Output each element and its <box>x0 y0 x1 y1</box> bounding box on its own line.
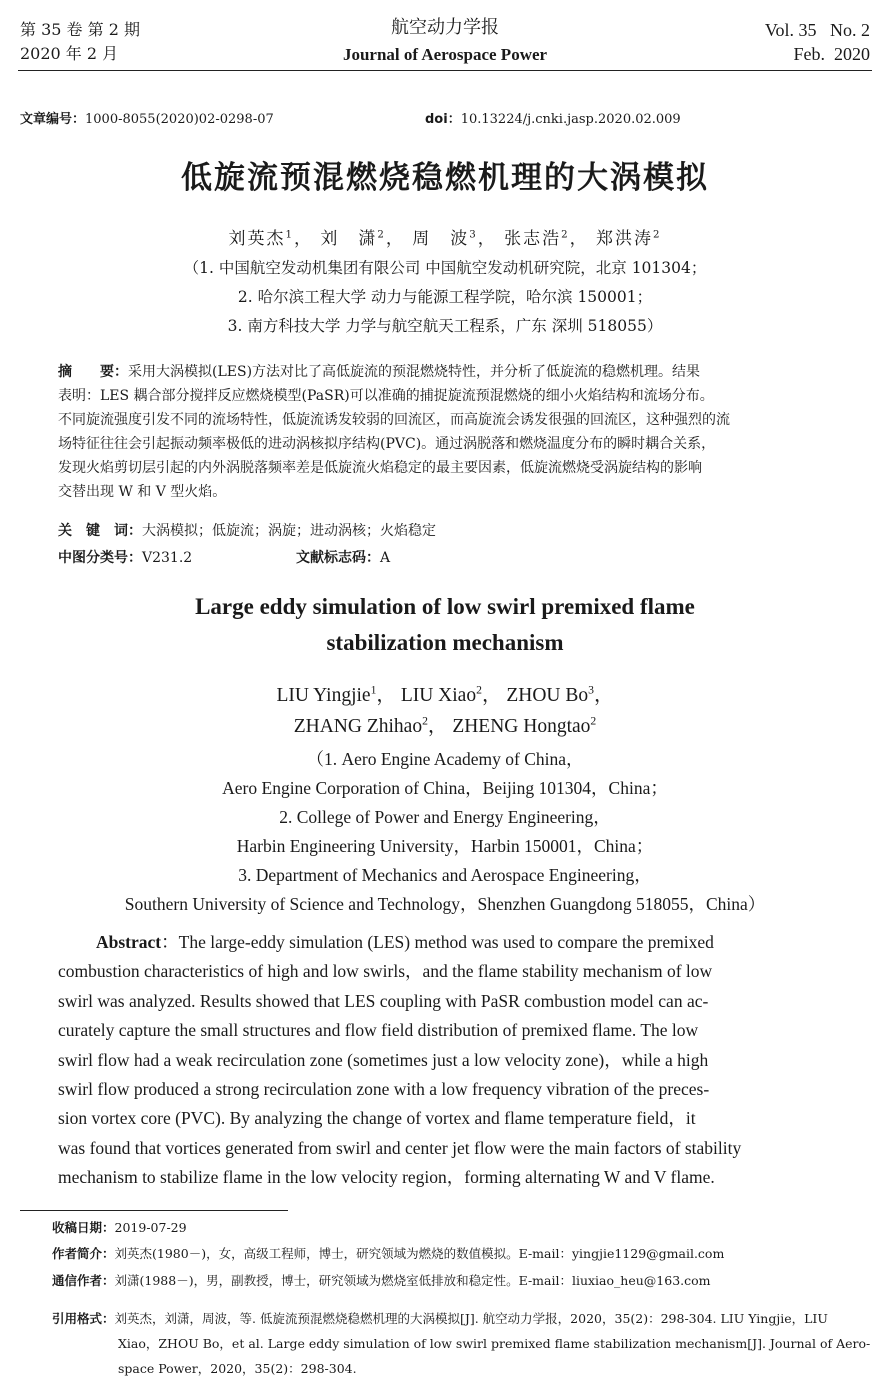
citation-line2: Xiao，ZHOU Bo，et al. Large eddy simulation of low swirl premixed flame stabilization mechanism[J]. Journal of Aero- <box>118 1336 871 1351</box>
author-bio: 作者简介：刘英杰(1980－)，女，高级工程师，博士，研究领域为燃烧的数值模拟。E-mail：yingjie1129@gmail.com <box>52 1246 725 1261</box>
header-month-year: Feb. 2020 <box>793 44 870 64</box>
title-cn: 低旋流预混燃烧稳燃机理的大涡模拟 <box>181 160 709 196</box>
abstract-cn-label: 摘 要： <box>58 364 128 380</box>
doi: doi：10.13224/j.cnki.jasp.2020.02.009 <box>425 112 681 127</box>
authors-en-line1: LIU Yingjie$^1$， LIU Xiao$^2$， ZHOU Bo$^3$， <box>276 683 614 706</box>
header-rule <box>18 70 872 71</box>
title-en-line1: Large eddy simulation of low swirl premixed flame <box>195 594 695 619</box>
abstract-en: Abstract：The large-eddy simulation (LES) method was used to compare the premixed combustion characteristics of high and low swirls，and the flame stability mechanism of low swirl was analyzed. Results showed that LES coupling with PaSR combustion model can ac- curately capture the small structures and flow field distribution of premixed flame. The low swirl flow had a weak recirculation zone (sometimes just a low velocity zone)，while a high swirl flow produced a strong recirculation zone with a low frequency vibration of the preces- sion vortex core (PVC). By analyzing the change of vortex and flame temperature field，it was found that vortices generated from swirl and center jet flow were the main factors of stability mechanism to stabilize flame in the low velocity region，forming alternating W and V flame. <box>58 932 742 1188</box>
header-vol-no: Vol. 35 No. 2 <box>764 20 870 40</box>
article-number: 文章编号：1000-8055(2020)02-0298-07 <box>20 112 274 127</box>
abstract-cn: 摘 要：采用大涡模拟(LES)方法对比了高低旋流的预混燃烧特性，并分析了低旋流的稳燃机理。结果 表明：LES 耦合部分搅拌反应燃烧模型(PaSR)可以准确的捕捉旋流预混燃烧的细小火焰结构和流场分布。 不同旋流强度引发不同的流场特性，低旋流诱发较弱的回流区，而高旋流会诱发很强的回流区，这种强烈的流 场特征往往会引起振动频率极低的进动涡核拟序结构(PVC)。通过涡脱落和燃烧温度分布的瞬时耦合关系， 发现火焰剪切层引起的内外涡脱落频率差是低旋流火焰稳定的最主要因素，低旋流燃烧受涡旋结构的影响 交替出现 W 和 V 型火焰。 <box>58 364 730 500</box>
affiliation-cn-3: 3. 南方科技大学 力学与航空航天工程系，广东 深圳 518055） <box>227 317 663 335</box>
citation-line1: 引用格式：刘英杰，刘潇，周波，等. 低旋流预混燃烧稳燃机理的大涡模拟[J]. 航空动力学报，2020，35(2)：298-304. LIU Yingjie，LIU <box>52 1311 828 1326</box>
author-cn: 郑洪涛 <box>596 229 654 249</box>
abstract-en-label: Abstract <box>96 932 162 952</box>
title-en-line2: stabilization mechanism <box>326 630 564 655</box>
affiliation-cn-1: （1. 中国航空发动机集团有限公司 中国航空发动机研究院，北京 101304； <box>183 259 707 277</box>
affiliation-en-1b: Aero Engine Corporation of China，Beijing 101304，China； <box>222 778 668 798</box>
author-en: LIU Xiao <box>400 685 477 706</box>
header-date-cn: 2020 年 2 月 <box>20 44 119 63</box>
clc-number: 中图分类号：V231.2 <box>58 550 193 566</box>
author-en: ZHANG Zhihao <box>293 716 423 737</box>
affiliation-en-2a: 2. College of Power and Energy Engineering， <box>279 807 611 827</box>
keywords-cn: 关 键 词：大涡模拟；低旋流；涡旋；进动涡核；火焰稳定 <box>58 523 436 539</box>
document-code: 文献标志码：A <box>296 550 391 566</box>
affiliation-en-2b: Harbin Engineering University，Harbin 150001，China； <box>236 836 654 856</box>
author-en: ZHENG Hongtao <box>452 716 591 737</box>
footnote-rule <box>20 1210 288 1211</box>
affiliation-en-3a: 3. Department of Mechanics and Aerospace Engineering， <box>238 865 652 885</box>
author-en: ZHOU Bo <box>506 685 589 706</box>
author-cn: 刘 潇 <box>320 229 378 249</box>
journal-name-en: Journal of Aerospace Power <box>342 45 548 64</box>
author-cn: 刘英杰 <box>228 229 286 249</box>
author-cn: 周 波 <box>412 229 470 249</box>
header-volume-issue: 第 35 卷 第 2 期 <box>20 20 140 39</box>
author-cn: 张志浩 <box>504 229 562 249</box>
journal-name-cn: 航空动力学报 <box>391 17 499 38</box>
authors-cn: 刘英杰$^1$， 刘 潇$^2$， 周 波$^3$， 张志浩$^2$， 郑洪涛$^2$ <box>228 229 662 249</box>
affiliation-en-3b: Southern University of Science and Technology，Shenzhen Guangdong 518055，China） <box>124 894 766 914</box>
citation-line3: space Power，2020，35(2)：298-304. <box>118 1361 357 1376</box>
received-date: 收稿日期：2019-07-29 <box>52 1220 187 1235</box>
affiliation-cn-2: 2. 哈尔滨工程大学 动力与能源工程学院，哈尔滨 150001； <box>237 288 653 306</box>
authors-en-line2: ZHANG Zhihao$^2$， ZHENG Hongtao$^2$ <box>293 714 597 737</box>
affiliation-en-1a: （1. Aero Engine Academy of China， <box>306 749 584 769</box>
corresponding-author: 通信作者：刘潇(1988－)，男，副教授，博士，研究领域为燃烧室低排放和稳定性。E-mail：liuxiao_heu@163.com <box>52 1273 711 1288</box>
author-en: LIU Yingjie <box>276 685 371 706</box>
